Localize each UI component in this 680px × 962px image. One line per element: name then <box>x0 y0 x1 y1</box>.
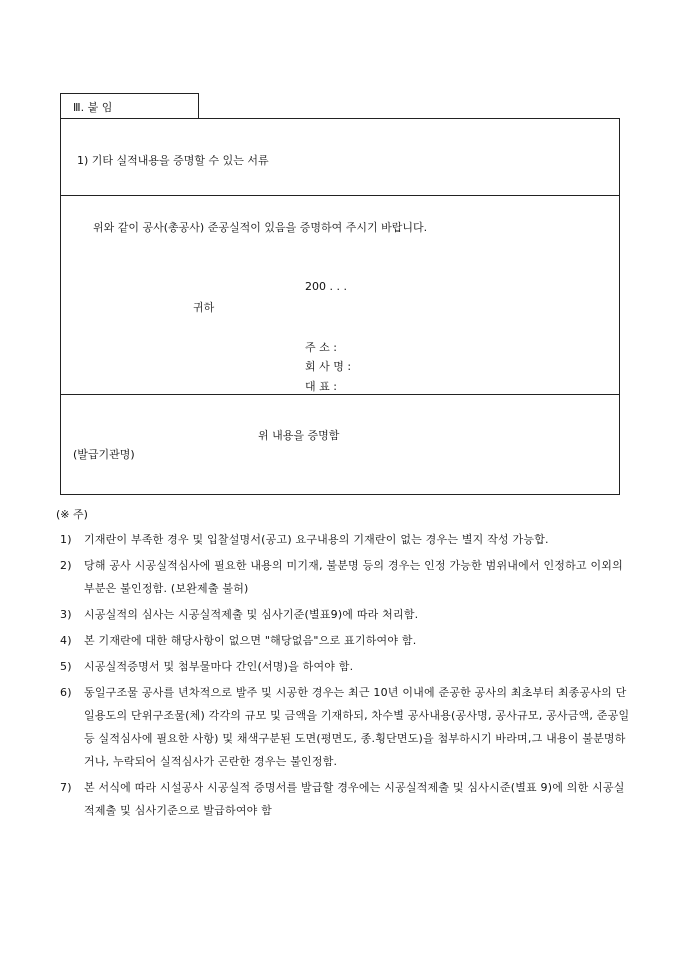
notes-section <box>56 503 632 825</box>
notes-list <box>60 528 632 822</box>
row-divider <box>61 195 619 196</box>
request-statement: 위와 같이 공사(총공사) 준공실적이 있음을 증명하여 주시기 바랍니다. <box>93 221 428 234</box>
note-item <box>60 603 632 626</box>
company-name-label: 회 사 명 : <box>305 360 352 373</box>
note-item <box>60 629 632 652</box>
note-text: 시공실적증명서 및 첨부물마다 간인(서명)을 하여야 함. <box>84 660 354 673</box>
note-text: 동일구조물 공사를 년차적으로 발주 및 시공한 경우는 최근 10년 이내에 준공한 공사의 최초부터 최종공사의 단일용도의 단위구조물(체) 각각의 규모 및 금액을 기재하되, 차수별 공사내용(공사명, 공사규모, 공사금액, 준공일등 실적심사에 필요한 사항) 및 채색구분된 도면(평면도, 종.횡단면도)을 첨부하시기 바라며,그 내용이 불분명하거나, 누락되어 실적심사가 곤란한 경우는 불인정함. <box>84 686 630 768</box>
notes-title: (※ 주) <box>56 508 88 521</box>
note-number: 6) <box>60 686 72 699</box>
note-number: 7) <box>60 781 72 794</box>
note-number: 5) <box>60 660 72 673</box>
note-text: 시공실적의 심사는 시공실적제출 및 심사기준(별표9)에 따라 처리함. <box>84 608 419 621</box>
row-divider <box>61 394 619 395</box>
note-text: 본 서식에 따라 시설공사 시공실적 증명서를 발급할 경우에는 시공실적제출 및 심사시준(별표 9)에 의한 시공실적제출 및 심사기준으로 발급하여야 함 <box>84 781 625 817</box>
note-item <box>60 681 632 773</box>
note-number: 3) <box>60 608 72 621</box>
note-item <box>60 554 632 600</box>
note-text: 본 기재란에 대한 해당사항이 없으면 "해당없음"으로 표기하여야 함. <box>84 634 417 647</box>
recipient-label: 귀하 <box>193 301 215 314</box>
note-number: 2) <box>60 559 72 572</box>
note-number: 1) <box>60 533 72 546</box>
note-item <box>60 655 632 678</box>
certification-statement: 위 내용을 증명함 <box>258 429 340 442</box>
section-header-box <box>60 93 199 118</box>
representative-label: 대 표 : <box>305 380 337 393</box>
note-item <box>60 528 632 551</box>
date-field: 200 . . . <box>305 280 347 293</box>
issuer-label: (발급기관명) <box>73 448 135 461</box>
note-text: 기재란이 부족한 경우 및 입찰설명서(공고) 요구내용의 기재란이 없는 경우는 별지 작성 가능합. <box>84 533 549 546</box>
form-frame <box>60 118 620 495</box>
note-item <box>60 776 632 822</box>
address-label: 주 소 : <box>305 341 337 354</box>
section-heading: Ⅲ. 붙 임 <box>73 101 113 114</box>
attachment-item: 1) 기타 실적내용을 증명할 수 있는 서류 <box>77 154 269 167</box>
note-number: 4) <box>60 634 72 647</box>
note-text: 당해 공사 시공실적심사에 필요한 내용의 미기재, 불분명 등의 경우는 인정 가능한 범위내에서 인정하고 이외의 부분은 불인정함. (보완제출 불허) <box>84 559 623 595</box>
